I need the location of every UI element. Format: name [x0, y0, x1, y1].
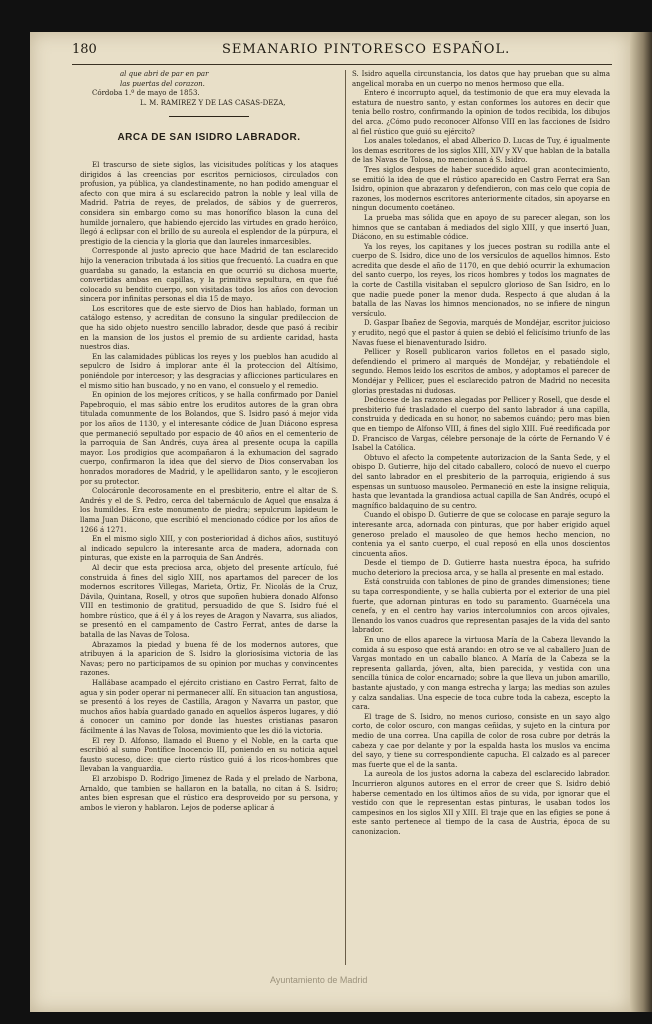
epigraph-line: las puertas del corazon.	[120, 79, 205, 88]
paragraph: Obtuvo el afecto la competente autorizacion de la Santa Sede, y el obispo D. Gutierre, hijo del citado caballero, colocó de nuevo el cuerpo del santo labrador en el presbiterio de la parroquia, erigiendo á sus espensas un suntuoso mausoleo. Permaneció en este la insigne reliquia, hasta que levantada la grandiosa actual capilla de San Andrés, ocupó el magnífico baldaquino de su centro.	[352, 453, 610, 510]
paragraph: Los anales toledanos, el abad Alberico D. Lucas de Tuy, é igualmente los demas escritores de los siglos XIII, XIV y XV que hablan de la batalla de las Navas de Tolosa, no mencionan á S. Isidro.	[352, 137, 610, 165]
running-title: SEMANARIO PINTORESCO ESPAÑOL.	[222, 42, 511, 57]
paragraph: En opinion de los mejores críticos, y se halla confirmado por Daniel Papebroquio, el mas sábio entre los eruditos autores de la gran obra titulada comunmente de los Bolandos, que S. Isidro pasó á mejor vida por los años de 1130, y el interesante códice de Juan Diácono espresa que permaneció sepultado por espacio de 40 años en el cementerio de la parroquia de San Andrés, cuya área al presente ocupa la capilla mayor. Los prodigios que acompañaron á la exhumacion del sagrado cuerpo, confirmaron la idea que del siervo de Dios conservaban los honrados moradores de Madrid, y le apellidaron santo, y le escojieron por su protector.	[80, 391, 338, 486]
paragraph: El arzobispo D. Rodrigo Jimenez de Rada y el prelado de Narbona, Arnaldo, que tambien se hallaron en la batalla, no citan á S. Isidro; antes bien espresan que el rústico era desproveido por su persona, y ambos le vieron y hablaron. Lejos de poderse aplicar á	[80, 774, 338, 812]
paragraph: Los escritores que de este siervo de Dios han hablado, forman un catálogo estenso, y acreditan de consuno la singular predileccion de que ha sido objeto nuestro sencillo labrador, desde que pasó á recibir en la mansion de los justos el premio de su ardiente caridad, hasta nuestros dias.	[80, 304, 338, 352]
paragraph: Cuando el obispo D. Gutierre de que se colocase en paraje seguro la interesante arca, adornada con pinturas, que por haber erigido aquel generoso prelado el mausoleo de que hemos hecho mencion, no contenia ya el santo cuerpo, el cual reposó en ella unos doscientos cincuenta años.	[352, 511, 610, 558]
paragraph: Abrazamos la piedad y buena fé de los modernos autores, que atribuyen á la aparicion de S. Isidro la gloriosísima victoria de las Navas; pero no participamos de su opinion por muchas y convincentes razones.	[80, 640, 338, 678]
paragraph: Pellicer y Rosell publicaron varios folletos en el pasado siglo, defendiendo el primero al marqués de Mondéjar, y rebatiéndole el segundo. Hemos leido los escritos de ambos, y adoptamos el parecer de Mondéjar y Pellicer, pues el esclarecido patron de Madrid no necesita glorias prestadas ni dudosas.	[352, 348, 610, 395]
paragraph: En las calamidades públicas los reyes y los pueblos han acudido al sepulcro de Isidro á implorar ante él la proteccion del Altísimo, poniéndole por intercesor; y las desgracias y aflicciones particulares en el mismo sitio han buscado, y no en vano, el consuelo y el remedio.	[80, 352, 338, 390]
paragraph: El trascurso de siete siglos, las vicisitudes políticas y los ataques dirigidos á las creencias por escritos perniciosos, circulados con profusion, ya pública, ya clandestinamente, no han podido amenguar el afecto con que mira á su esclarecido patron la noble y leal villa de Madrid. Patria de reyes, de prelados, de sábios y de guerreros, considera sin embargo como su mas honorífico blason la cuna del humilde jornalero, que habiendo ejercido las virtudes en grado heróico, llegó á eclipsar con el brillo de su aureola el esplendor de la púrpura, el prestigio de la ciencia y la gloria que dan laureles inmarcesibles.	[80, 160, 338, 246]
section-divider	[169, 116, 249, 117]
column-rule	[345, 70, 346, 965]
left-column	[80, 70, 338, 813]
paragraph: El rey D. Alfonso, llamado el Bueno y el Noble, en la carta que escribió al sumo Pontífice Inocencio III, poniendo en su noticia aquel fausto suceso, dice: que cierto rústico guió á los ricos-hombres que llevaban la vanguardia.	[80, 736, 338, 774]
paragraph: Hallábase acampado el ejército cristiano en Castro Ferrat, falto de agua y sin poder operar ni permanecer allí. En situacion tan angustiosa, se presentó á los reyes de Castilla, Aragon y Navarra un pastor, que muchos años había guardado ganado en aquellos ásperos lugares, y dió á conocer un camino por donde las huestes cristianas pasaron fácilmente á las Navas de Tolosa, movimiento que les dió la victoria.	[80, 679, 338, 735]
paragraph: La prueba mas sólida que en apoyo de su parecer alegan, son los himnos que se cantaban á mediados del siglo XIII, y que insertó Juan, Diácono, en su estimable códice.	[352, 213, 610, 242]
paragraph: Entero é incorrupto aquel, da testimonio de que era muy elevada la estatura de nuestro santo, y estan conformes los autores en decir que tenia bello rostro, confirmando la opinion de todos recibida, los dibujos del arca. ¿Cómo pudo reconocer Alfonso VIII en las facciones de Isidro al fiel rústico que guió su ejército?	[352, 89, 610, 136]
right-column	[352, 70, 610, 838]
paragraph: La aureola de los justos adorna la cabeza del esclarecido labrador. Incurrieron algunos autores en el error de creer que S. Isidro debió haberse cementado en los últimos años de su vida, por ignorar que el vestido con que le representan estas pinturas, le usaban todos los campesinos en los siglos XII y XIII. El traje que en las efigies se pone á este santo pertenece al tiempo de la casa de Austria, época de su canonizacion.	[352, 770, 610, 836]
paragraph: S. Isidro aquella circunstancia, los datos que hay prueban que su alma angelical moraba en un cuerpo no menos hermoso que ella.	[352, 70, 610, 88]
paragraph: Desde el tiempo de D. Gutierre hasta nuestra época, ha sufrido mucho deterioro la preciosa arca, y se halla al presente en mal estado.	[352, 559, 610, 577]
author-signature: L. M. RAMIREZ Y DE LAS CASAS-DEZA,	[140, 98, 286, 107]
paragraph: Al decir que esta preciosa arca, objeto del presente artículo, fué construida á fines del siglo XIII, nos apartamos del parecer de los modernos escritores Villegas, Marieta, Ortiz, Fr. Nicolás de la Cruz, Dávila, Quintana, Rosell, y otros que supoñen hubiera donado Alfonso VIII en testimonio de gratitud, persuadido de que S. Isidro fué el hombre rústico, que á él y á los reyes de Aragon y Navarra, sus aliados, se presentó en el campamento de Castro Ferrat, antes de darse la batalla de las Navas de Tolosa.	[80, 563, 338, 640]
article-title: ARCA DE SAN ISIDRO LABRADOR.	[117, 132, 301, 144]
paragraph: Dedúcese de las razones alegadas por Pellicer y Rosell, que desde el presbiterio fué trasladado el cuerpo del santo labrador á una capilla, construida y dedicada en su honor, no sabemos cuándo; pero mas bien que en tiempo de Alfonso VIII, á fines del siglo XIII. Fué reedificada por D. Francisco de Vargas, célebre personaje de la córte de Fernando V é Isabel la Católica.	[352, 396, 610, 453]
paragraph: Corresponde al justo aprecio que hace Madrid de tan esclarecido hijo la veneracion tributada á los sitios que frecuentó. La cuadra en que guardaba su ganado, la estancia en que ocurrió su dichosa muerte, convertidas ambas en capillas, y la primitiva sepultura, en que fué colocado su bendito cuerpo, son visitadas todos los años con devocion sincera por infinitas personas el dia 15 de mayo.	[80, 247, 338, 304]
paragraph: El trage de S. Isidro, no menos curioso, consiste en un sayo algo corto, de color oscuro, con mangas ceñidas, y sujeto en la cintura por medio de una correa. Una capilla de color de rosa cubre por detrás la cabeza y cae por delante y por la espalda hasta los muslos va encima del sayo, y tiene su correspondiente capucha. El calzado es al parecer mas fuerte que el de la santa.	[352, 712, 610, 769]
page-number: 180	[72, 42, 97, 57]
paragraph: Tres siglos despues de haber sucedido aquel gran acontecimiento, se emitió la idea de que el rústico aparecido en Castro Ferrat era San Isidro, opinion que abrazaron y defendieron, con mas celo que copia de razones, los modernos escritores anteriormente citados, sin apoyarse en ningun documento coetáneo.	[352, 165, 610, 213]
header-rule	[72, 64, 612, 65]
paragraph: Colocáronle decorosamente en el presbiterio, entre el altar de S. Andrés y el de S. Pedro, cerca del tabernáculo de Aquel que ensalza á los humildes. Era este monumento de piedra; sepulcrum lapideum le llama Juan Diácono, que escribió el mencionado códice por los años de 1266 á 1271.	[80, 487, 338, 534]
paragraph: Está construida con tablones de pino de grandes dimensiones; tiene su tapa correspondiente, y se halla cubierta por el exterior de una piel fuerte, que adornan pinturas en todo su paramento. Guarnécela una cenefa, y en el centro hay varios intercolumnios con arcos ojivales, llenando los vanos cuadros que representan pasajes de la vida del santo labrador.	[352, 578, 610, 635]
paragraph: D. Gaspar Ibañez de Segovia, marqués de Mondéjar, escritor juicioso y erudito, negó que el pastor á quien se debió el felicísimo triunfo de las Navas fuese el bienaventurado Isidro.	[352, 319, 610, 347]
paragraph: Ya los reyes, los capitanes y los jueces postran su rodilla ante el cuerpo de S. Isidro, dice uno de los versículos de aquellos himnos. Esto acredita que desde el año de 1170, en que debió ocurrir la exhumacion del santo cuerpo, los reyes, los ricos hombres y todos los magnates de la corte de Castilla visitaban el sepulcro glorioso de San Isidro, en lo que nadie puede poner la menor duda. Respecto á que aludan á la batalla de las Navas los himnos mencionados, no se infiere de ningun versículo.	[352, 242, 610, 318]
dateline: Córdoba 1.º de mayo de 1853.	[92, 89, 200, 98]
book-spine	[630, 32, 652, 1012]
page-header	[72, 42, 612, 60]
epigraph-line: al que abri de par en par	[120, 70, 209, 78]
archive-watermark: Ayuntamiento de Madrid	[270, 975, 368, 985]
paragraph: En uno de ellos aparece la virtuosa María de la Cabeza llevando la comida á su esposo que está arando: en otro se ve al caballero Juan de Vargas montado en un caballo blanco. A María de la Cabeza se la representa gallarda, jóven, alta, bien parecida, y vestida con una sencilla túnica de color encarnado; sobre la que lleva un jubon amarillo, bastante ajustado, y con manga estrecha y larga; las medias son azules y calza sandalias. Una especie de toca cubre toda la cabeza, escepto la cara.	[352, 636, 610, 712]
paragraph: En el mismo siglo XIII, y con posterioridad á dichos años, sustituyó al indicado sepulcro la interesante arca de madera, adornada con pinturas, que existe en la parroquia de San Andrés.	[80, 535, 338, 563]
